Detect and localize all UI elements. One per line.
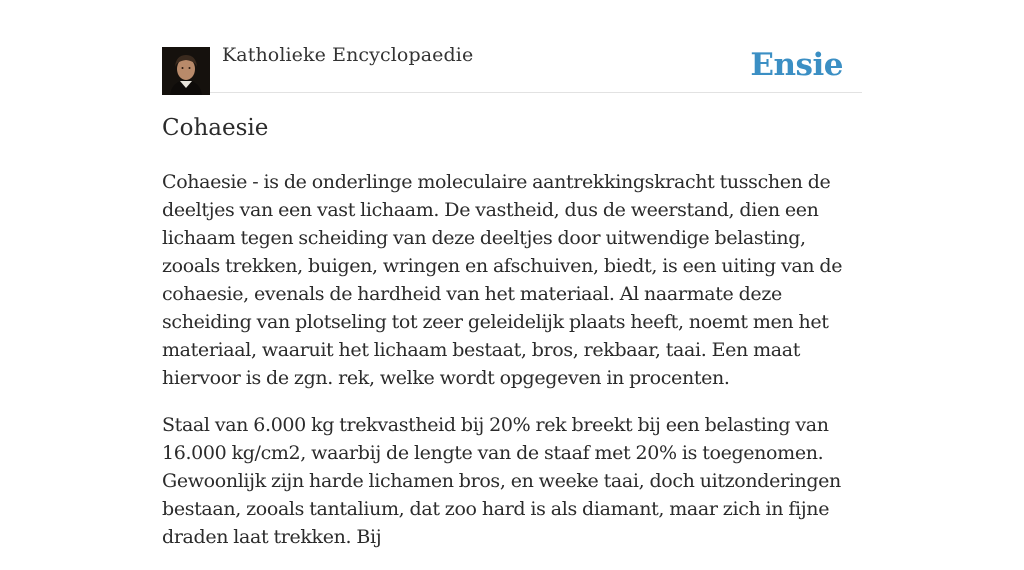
article-body [162,168,862,570]
article-paragraph: Staal van 6.000 kg trekvastheid bij 20% rek breekt bij een belasting van 16.000 kg/cm2, waarbij de lengte van de staaf met 20% is toegenomen. Gewoonlijk zijn harde lichamen bros, en weeke taai, doch uitzonderingen bestaan, zooals tantalium, dat zoo hard is als diamant, maar zich in fijne draden laat trekken. Bij [162,414,841,548]
source-name[interactable]: Katholieke Encyclopaedie [222,44,474,66]
header [162,0,862,93]
page-title: Cohaesie [162,115,269,141]
article-paragraph: Cohaesie - is de onderlinge moleculaire aantrekkingskracht tusschen de deeltjes van een vast lichaam. De vastheid, dus de weerstand, dien een lichaam tegen scheiding van deze deeltjes door uitwendige belasting, zooals trekken, buigen, wringen en afschuiven, biedt, is een uiting van de cohaesie, evenals de hardheid van het materiaal. Al naarmate deze scheiding van plotseling tot zeer geleidelijk plaats heeft, noemt men het materiaal, waaruit het lichaam bestaat, bros, rekbaar, taai. Een maat hiervoor is de zgn. rek, welke wordt opgegeven in procenten. [162,171,843,389]
page-container [162,0,862,548]
portrait-avatar-icon[interactable] [162,47,210,95]
ensie-logo[interactable]: Ensie [750,47,843,83]
